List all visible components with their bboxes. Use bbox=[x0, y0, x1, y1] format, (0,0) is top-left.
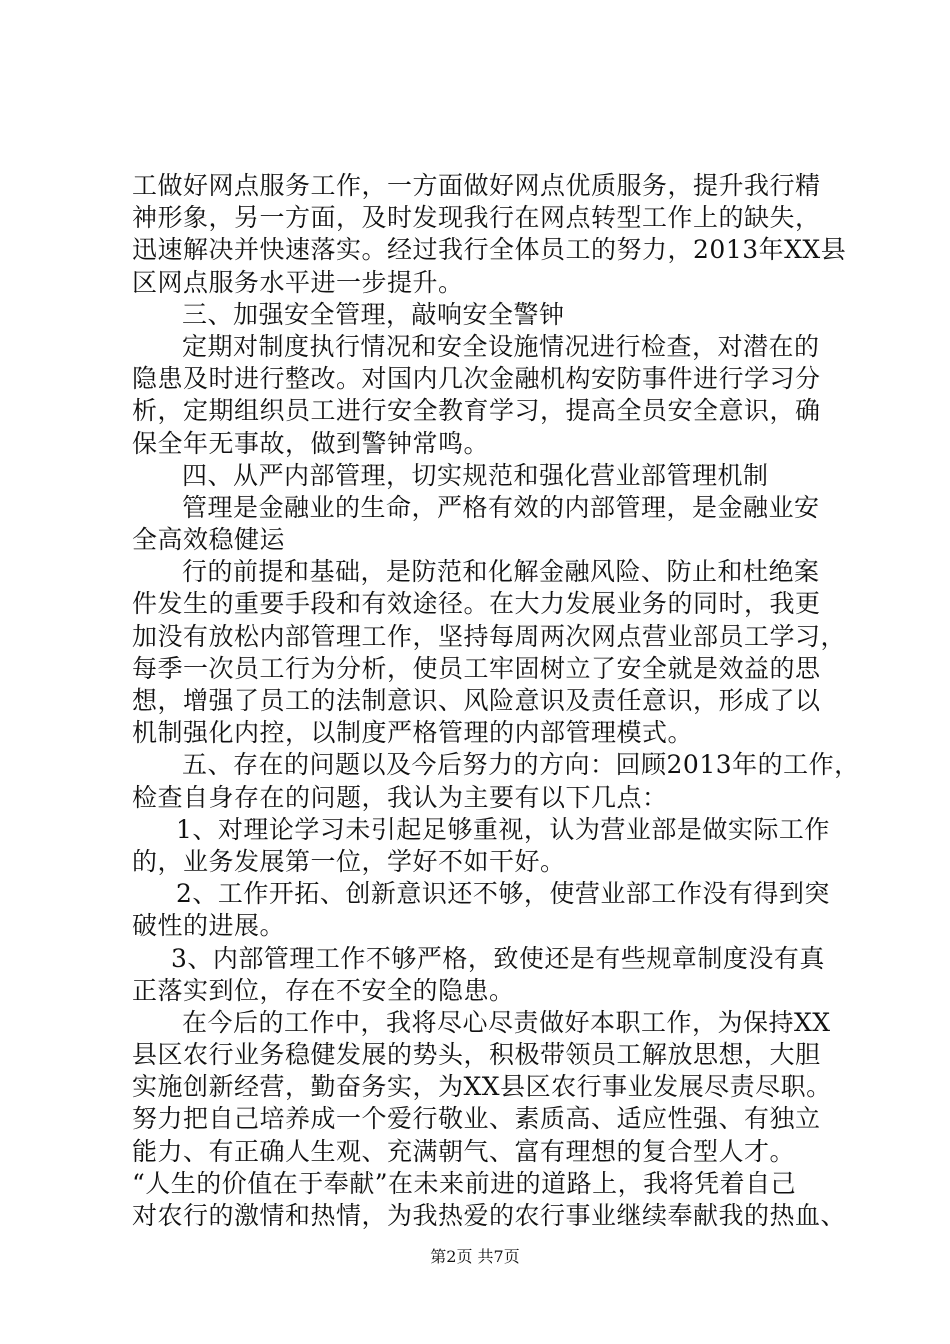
document-body bbox=[132, 170, 860, 1232]
text-line: 全高效稳健运 bbox=[132, 525, 286, 555]
text-line: 努力把自己培养成一个爱行敬业、素质高、适应性强、有独立 bbox=[132, 1104, 821, 1134]
text-line: 想，增强了员工的法制意识、风险意识及责任意识，形成了以 bbox=[132, 686, 821, 715]
text-line: 四、从严内部管理，切实规范和强化营业部管理机制 bbox=[182, 460, 769, 490]
text-line: 保全年无事故，做到警钟常鸣。 bbox=[132, 428, 490, 458]
text-line: 三、加强安全管理，敲响安全警钟 bbox=[182, 299, 565, 329]
text-line: 破性的进展。 bbox=[132, 911, 286, 941]
page-number-footer: 第2页 共7页 bbox=[430, 1247, 520, 1266]
text-line: 加没有放松内部管理工作，坚持每周两次网点营业部员工学习， bbox=[132, 621, 847, 651]
text-line: “人生的价值在于奉献”在未来前进的道路上，我将凭着自己 bbox=[132, 1168, 797, 1198]
text-line: 3、内部管理工作不够严格，致使还是有些规章制度没有真 bbox=[171, 943, 825, 973]
text-line: 对农行的激情和热情，为我热爱的农行事业继续奉献我的热血、 bbox=[132, 1201, 847, 1230]
text-line: 管理是金融业的生命，严格有效的内部管理，是金融业安 bbox=[182, 492, 820, 522]
text-line: 县区农行业务稳健发展的势头，积极带领员工解放思想，大胆 bbox=[132, 1040, 821, 1070]
text-line: 神形象，另一方面，及时发现我行在网点转型工作上的缺失， bbox=[132, 203, 821, 233]
text-line: 实施创新经营，勤奋务实，为XX县区农行事业发展尽责尽职。 bbox=[132, 1072, 832, 1102]
text-line: 正落实到位，存在不安全的隐患。 bbox=[132, 975, 515, 1005]
text-line: 区网点服务水平进一步提升。 bbox=[132, 267, 464, 297]
text-line: 隐患及时进行整改。对国内几次金融机构安防事件进行学习分 bbox=[132, 364, 821, 394]
text-line: 的，业务发展第一位，学好不如干好。 bbox=[132, 846, 566, 876]
text-line: 件发生的重要手段和有效途径。在大力发展业务的同时，我更 bbox=[132, 589, 821, 619]
text-line: 迅速解决并快速落实。经过我行全体员工的努力，2013年XX县 bbox=[132, 235, 847, 265]
text-line: 在今后的工作中，我将尽心尽责做好本职工作，为保持XX bbox=[182, 1007, 831, 1037]
text-line: 五、存在的问题以及今后努力的方向：回顾2013年的工作， bbox=[182, 750, 860, 780]
text-line: 析，定期组织员工进行安全教育学习，提高全员安全意识，确 bbox=[132, 396, 821, 426]
text-line: 1、对理论学习未引起足够重视，认为营业部是做实际工作 bbox=[176, 814, 830, 844]
text-line: 检查自身存在的问题，我认为主要有以下几点： bbox=[132, 782, 668, 812]
text-line: 2、工作开拓、创新意识还不够，使营业部工作没有得到突 bbox=[176, 879, 830, 909]
text-line: 工做好网点服务工作，一方面做好网点优质服务，提升我行精 bbox=[132, 171, 821, 200]
text-line: 机制强化内控，以制度严格管理的内部管理模式。 bbox=[132, 718, 694, 748]
text-line: 每季一次员工行为分析，使员工牢固树立了安全就是效益的思 bbox=[132, 653, 821, 683]
text-line: 能力、有正确人生观、充满朝气、富有理想的复合型人才。 bbox=[132, 1136, 796, 1166]
text-line: 定期对制度执行情况和安全设施情况进行检查，对潜在的 bbox=[182, 331, 820, 361]
text-line: 行的前提和基础，是防范和化解金融风险、防止和杜绝案 bbox=[182, 557, 820, 587]
